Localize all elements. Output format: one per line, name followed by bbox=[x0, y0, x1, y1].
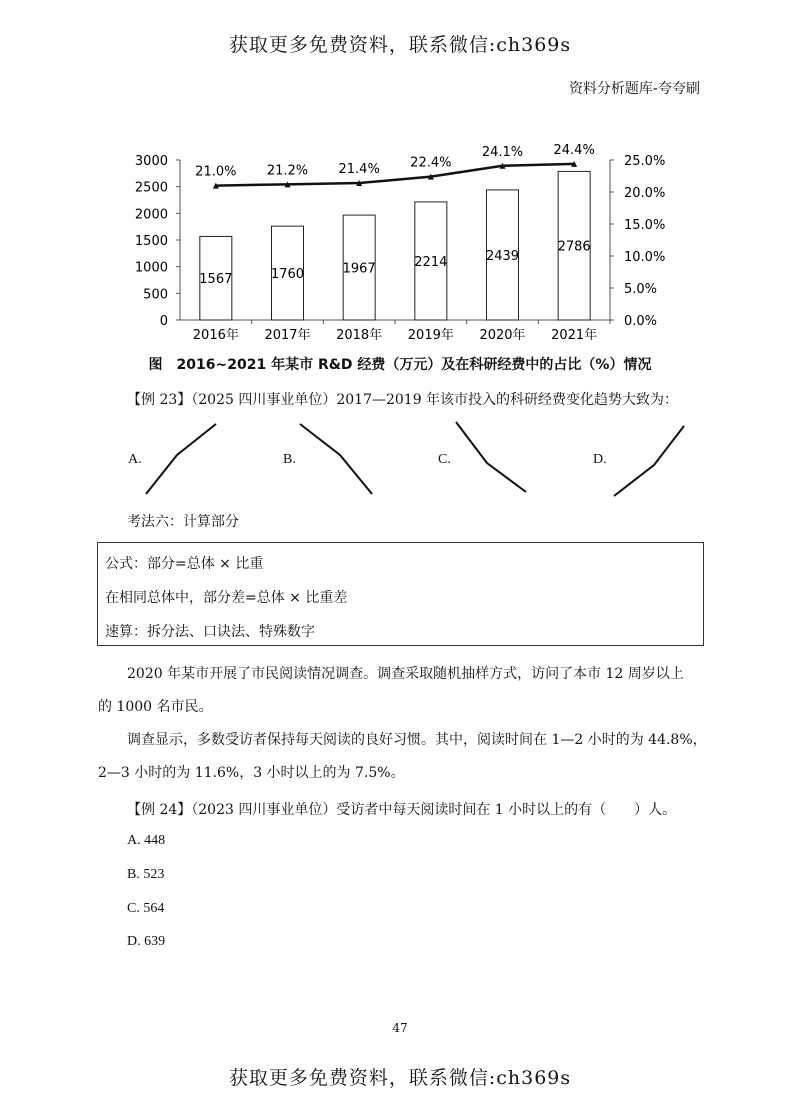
option-d-label: D. bbox=[593, 452, 607, 467]
x-tick-label: 2021年 bbox=[551, 328, 598, 340]
formula-line-2: 在相同总体中，部分差=总体 × 比重差 bbox=[105, 590, 348, 606]
section-title: 考法六：计算部分 bbox=[127, 514, 239, 530]
y2-tick-label: 5.0% bbox=[624, 282, 658, 297]
trend-line-a bbox=[146, 424, 216, 494]
x-tick-label: 2017年 bbox=[264, 328, 311, 340]
example24-question: 【例 24】（2023 四川事业单位）受访者中每天阅读时间在 1 小时以上的有（ ）人。 bbox=[127, 802, 677, 818]
x-tick-label: 2018年 bbox=[336, 328, 383, 340]
material-line-1: 2020 年某市开展了市民阅读情况调查。调查采取随机抽样方式，访问了本市 12 周岁以上 bbox=[127, 666, 684, 682]
trend-option-b[interactable] bbox=[296, 420, 376, 500]
chart-caption: 图 2016~2021 年某市 R&D 经费（万元）及在科研经费中的占比（%）情况 bbox=[148, 357, 652, 373]
x-tick-label: 2020年 bbox=[479, 328, 526, 340]
trend-option-a[interactable] bbox=[140, 420, 220, 500]
formula-box bbox=[97, 542, 704, 646]
choice-a[interactable]: A. 448 bbox=[127, 833, 166, 848]
y2-tick-label: 0.0% bbox=[624, 314, 658, 329]
share-value-label: 21.4% bbox=[338, 162, 380, 178]
y-tick-label: 1500 bbox=[134, 234, 168, 249]
material-paragraph-2 bbox=[98, 724, 707, 790]
x-tick-label: 2019年 bbox=[407, 328, 454, 340]
trend-option-d[interactable] bbox=[610, 422, 690, 502]
bar-value-label: 2786 bbox=[557, 239, 591, 255]
formula-line-1: 公式：部分=总体 × 比重 bbox=[105, 556, 264, 572]
formula-line-3: 速算：拆分法、口诀法、特殊数字 bbox=[105, 624, 315, 640]
share-value-label: 21.2% bbox=[266, 163, 309, 179]
choice-b[interactable]: B. 523 bbox=[127, 867, 165, 882]
trend-line-b bbox=[300, 424, 372, 494]
y-tick-label: 3000 bbox=[134, 154, 168, 169]
option-c-label: C. bbox=[438, 452, 451, 467]
trend-line-c bbox=[456, 422, 526, 492]
y2-tick-label: 20.0% bbox=[624, 186, 666, 201]
material-paragraph-1 bbox=[98, 658, 707, 724]
choice-c[interactable]: C. 564 bbox=[127, 901, 165, 916]
top-banner: 获取更多免费资料，联系微信:ch369s bbox=[228, 34, 572, 56]
y2-tick-label: 15.0% bbox=[624, 218, 666, 233]
y2-tick-label: 25.0% bbox=[624, 154, 666, 169]
y-tick-label: 0 bbox=[159, 314, 168, 329]
share-value-label: 24.4% bbox=[553, 142, 595, 158]
y-tick-label: 2500 bbox=[134, 180, 168, 196]
y-tick-label: 1000 bbox=[134, 260, 168, 276]
bar-value-label: 2214 bbox=[414, 254, 448, 270]
bottom-banner: 获取更多免费资料，联系微信:ch369s bbox=[228, 1067, 572, 1089]
share-value-label: 21.0% bbox=[195, 164, 237, 180]
example23-question: 【例 23】（2025 四川事业单位）2017—2019 年该市投入的科研经费变化趋势大致为： bbox=[127, 392, 679, 408]
share-value-label: 24.1% bbox=[481, 144, 524, 160]
bar-value-label: 1967 bbox=[342, 261, 376, 277]
material-line-4: 2—3 小时的为 11.6%，3 小时以上的为 7.5%。 bbox=[98, 765, 405, 781]
page-subtitle: 资料分析题库-夸夸刷 bbox=[568, 81, 700, 97]
share-value-label: 22.4% bbox=[410, 155, 452, 171]
trend-option-c[interactable] bbox=[452, 418, 532, 498]
bar-value-label: 1567 bbox=[199, 272, 233, 288]
y2-tick-label: 10.0% bbox=[624, 250, 666, 265]
material-line-2: 的 1000 名市民。 bbox=[98, 699, 213, 715]
choice-d[interactable]: D. 639 bbox=[127, 934, 166, 949]
bar-value-label: 2439 bbox=[485, 248, 520, 264]
y-tick-label: 500 bbox=[143, 287, 168, 303]
material-line-3: 调查显示，多数受访者保持每天阅读的良好习惯。其中，阅读时间在 1—2 小时的为 44.8%， bbox=[127, 732, 707, 748]
y-tick-label: 2000 bbox=[134, 207, 168, 223]
bar-value-label: 1760 bbox=[270, 267, 305, 283]
x-tick-label: 2016年 bbox=[192, 328, 239, 340]
trend-line-d bbox=[614, 426, 684, 496]
page-number: 47 bbox=[392, 1021, 408, 1035]
rd-chart bbox=[0, 140, 800, 340]
option-a-label: A. bbox=[128, 452, 142, 467]
option-b-label: B. bbox=[283, 452, 296, 467]
